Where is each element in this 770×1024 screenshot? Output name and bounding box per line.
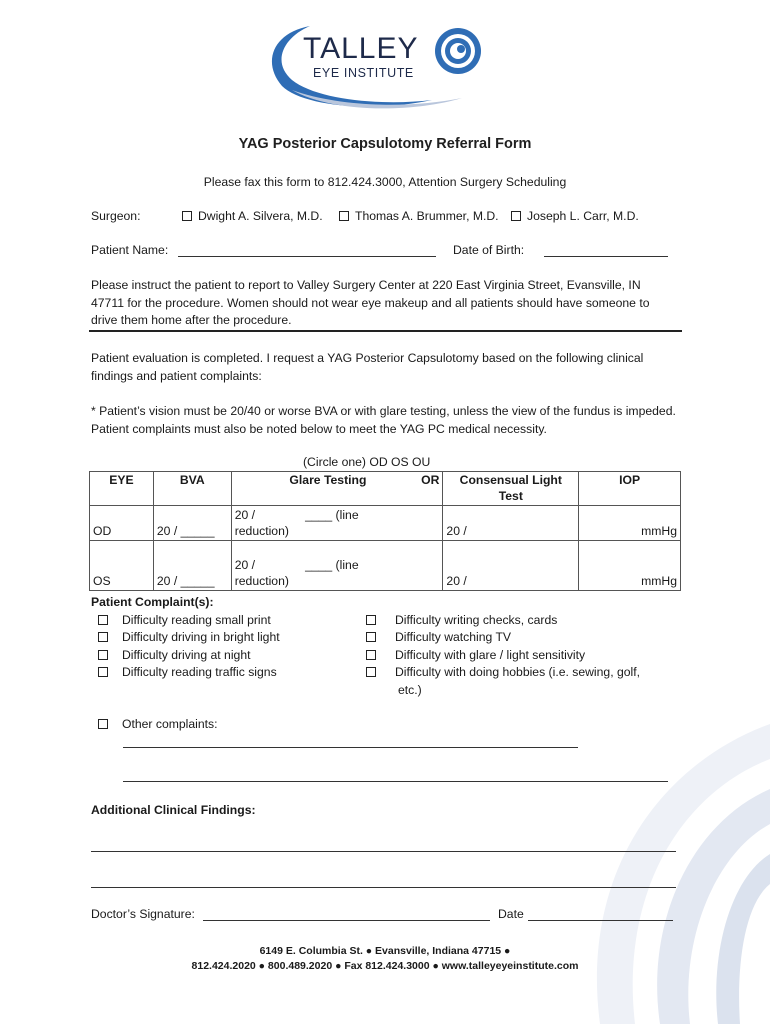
complaint-left-1[interactable]: Difficulty reading small print	[98, 612, 271, 630]
other-complaints-line-2[interactable]	[123, 780, 668, 782]
consensual-cell[interactable]: 20 /	[443, 506, 579, 541]
checkbox[interactable]	[182, 211, 192, 221]
findings-line-1[interactable]	[91, 850, 676, 852]
footer-address: 6149 E. Columbia St. ● Evansville, Indiana 47715 ●	[259, 945, 511, 957]
checkbox[interactable]	[366, 650, 376, 660]
procedure-instructions: Please instruct the patient to report to Valley Surgery Center at 220 East Virginia Street, Evansville, IN 47711 for the procedure. Women should not wear eye makeup and all patients should have someone to drive them home after the procedure.	[91, 278, 650, 327]
col-header-bva: BVA	[153, 472, 231, 506]
findings-table	[89, 471, 681, 591]
glare-cell[interactable]: 20 / ____ (line reduction)	[231, 506, 443, 541]
checkbox[interactable]	[511, 211, 521, 221]
col-header-eye: EYE	[90, 472, 154, 506]
section-divider	[89, 330, 682, 332]
logo-name: TALLEY	[303, 32, 419, 65]
complaint-left-2[interactable]: Difficulty driving in bright light	[98, 629, 280, 647]
surgeon-option-silvera[interactable]: Dwight A. Silvera, M.D.	[182, 209, 323, 223]
bva-cell[interactable]: 20 / _____	[153, 541, 231, 591]
other-complaints-line-1[interactable]	[123, 746, 578, 748]
checkbox[interactable]	[98, 632, 108, 642]
checkbox[interactable]	[339, 211, 349, 221]
vision-requirement-note: * Patient’s vision must be 20/40 or worse BVA or with glare testing, unless the view of the fundus is impeded. Patient complaints must also be noted below to meet the YAG PC medical necessity.	[91, 404, 676, 436]
talley-logo	[262, 18, 492, 118]
patient-name-field[interactable]	[178, 255, 436, 257]
checkbox[interactable]	[98, 615, 108, 625]
surgeon-option-carr[interactable]: Joseph L. Carr, M.D.	[511, 209, 639, 223]
complaints-heading: Patient Complaint(s):	[91, 595, 214, 609]
col-header-glare: Glare Testing OR	[231, 472, 443, 506]
checkbox[interactable]	[366, 632, 376, 642]
or-label: OR	[421, 473, 440, 487]
complaint-right-4-cont: etc.)	[398, 683, 422, 697]
signature-label: Doctor’s Signature:	[91, 907, 195, 921]
date-field[interactable]	[528, 919, 673, 921]
checkbox[interactable]	[366, 615, 376, 625]
form-title: YAG Posterior Capsulotomy Referral Form	[238, 136, 532, 152]
logo-subtitle: EYE INSTITUTE	[313, 66, 414, 80]
complaint-left-3[interactable]: Difficulty driving at night	[98, 647, 250, 665]
iop-cell[interactable]: mmHg	[579, 506, 681, 541]
dob-field[interactable]	[544, 255, 668, 257]
background-swoosh-decoration	[540, 704, 770, 1024]
findings-line-2[interactable]	[91, 886, 676, 888]
table-row-od	[90, 506, 681, 541]
table-header-row	[90, 472, 681, 506]
surgeon-label: Surgeon:	[91, 209, 141, 223]
dob-label: Date of Birth:	[453, 243, 525, 257]
col-header-iop: IOP	[579, 472, 681, 506]
checkbox[interactable]	[366, 667, 376, 677]
signature-field[interactable]	[203, 919, 490, 921]
footer-contact: 812.424.2020 ● 800.489.2020 ● Fax 812.424.3000 ● www.talleyeyeinstitute.com	[191, 960, 579, 972]
complaint-right-1[interactable]: Difficulty writing checks, cards	[366, 612, 557, 630]
evaluation-statement: Patient evaluation is completed. I request a YAG Posterior Capsulotomy based on the following clinical findings and patient complaints:	[91, 351, 644, 383]
patient-name-label: Patient Name:	[91, 243, 169, 257]
complaint-right-2[interactable]: Difficulty watching TV	[366, 629, 511, 647]
date-label: Date	[498, 907, 524, 921]
findings-heading: Additional Clinical Findings:	[91, 803, 256, 817]
other-complaints[interactable]: Other complaints:	[98, 716, 218, 734]
table-row-os	[90, 541, 681, 591]
consensual-cell[interactable]: 20 /	[443, 541, 579, 591]
complaint-left-4[interactable]: Difficulty reading traffic signs	[98, 664, 277, 682]
complaint-right-4[interactable]: Difficulty with doing hobbies (i.e. sewing, golf,	[366, 664, 640, 682]
checkbox[interactable]	[98, 650, 108, 660]
surgeon-option-brummer[interactable]: Thomas A. Brummer, M.D.	[339, 209, 499, 223]
iop-cell[interactable]: mmHg	[579, 541, 681, 591]
eye-cell: OD	[90, 506, 154, 541]
checkbox[interactable]	[98, 719, 108, 729]
complaint-right-3[interactable]: Difficulty with glare / light sensitivity	[366, 647, 585, 665]
eye-cell: OS	[90, 541, 154, 591]
bva-cell[interactable]: 20 / _____	[153, 506, 231, 541]
circle-one-line: (Circle one) OD OS OU	[303, 455, 431, 469]
col-header-consensual: Consensual Light Test	[443, 472, 579, 506]
glare-cell[interactable]: 20 / ____ (line reduction)	[231, 541, 443, 591]
checkbox[interactable]	[98, 667, 108, 677]
fax-instructions: Please fax this form to 812.424.3000, Attention Surgery Scheduling	[203, 175, 567, 189]
